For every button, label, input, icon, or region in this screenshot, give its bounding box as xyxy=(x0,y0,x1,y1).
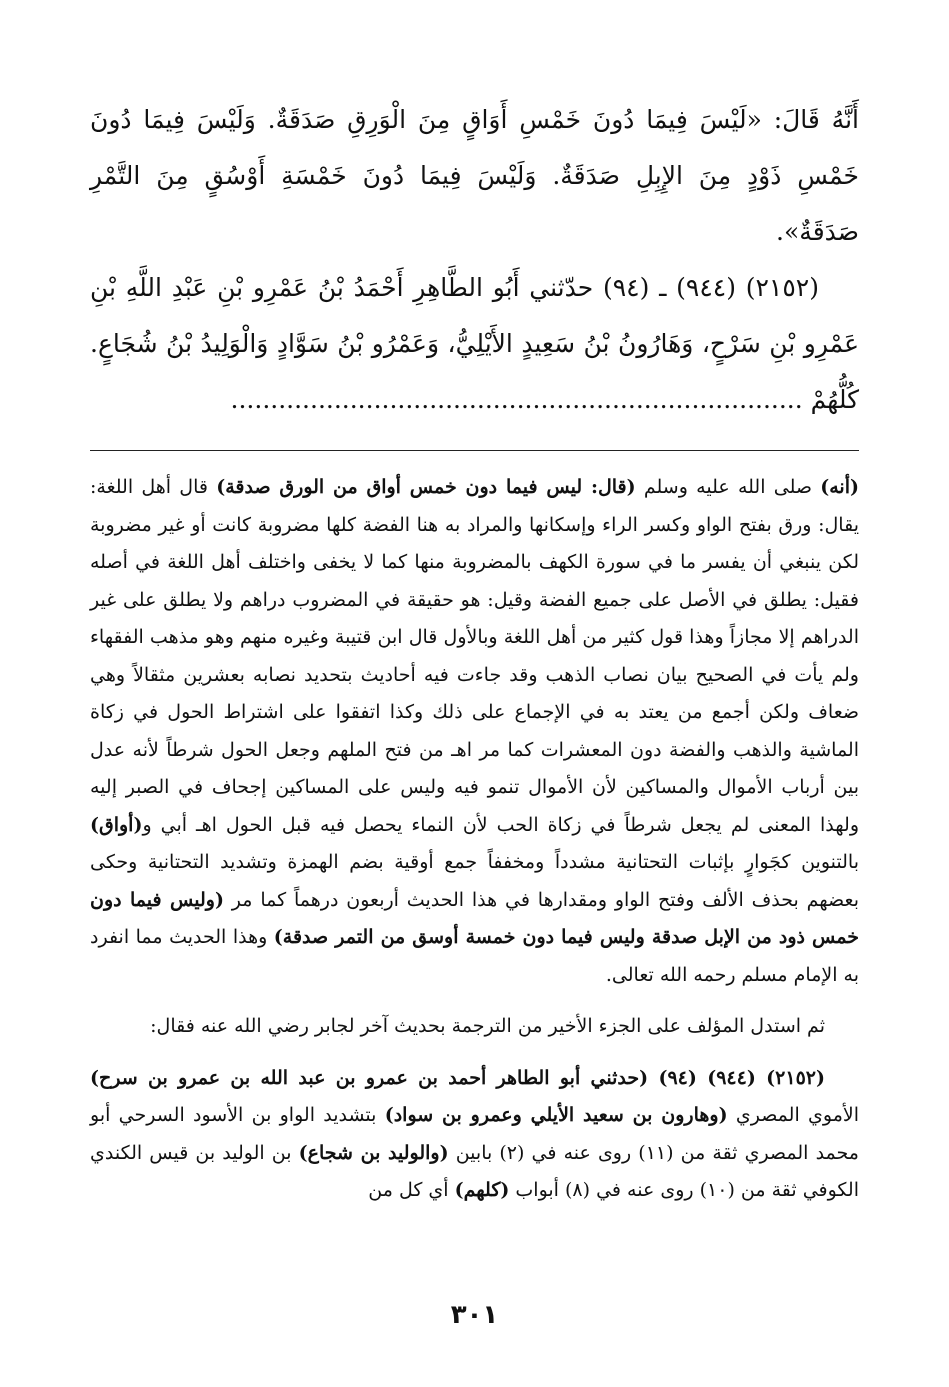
footnote-divider xyxy=(90,450,859,451)
page-number: ٣٠١ xyxy=(450,1300,499,1330)
hadith-paragraph-1: أَنَّهُ قَالَ: «لَيْسَ فِيمَا دُونَ خَمْسِ أَوَاقٍ مِنَ الْوَرِقِ صَدَقَةٌ. وَلَيْسَ فِيمَا دُونَ خَمْسِ ذَوْدٍ مِنَ الإِبِلِ صَدَقَةٌ. وَلَيْسَ فِيمَا دُونَ خَمْسَةِ أَوْسُقٍ مِنَ التَّمْرِ صَدَقَةٌ». xyxy=(90,105,859,246)
commentary-block xyxy=(90,469,859,1210)
commentary-bold-quote: (كلهم) xyxy=(454,1179,510,1201)
commentary-text: وهذا الحديث مما انفرد به الإمام مسلم رحمه الله تعالى. xyxy=(90,926,859,986)
commentary-bold-quote: (أواق) xyxy=(90,813,143,836)
commentary-text: بتشديد الواو بن الأسود السرحي أبو محمد المصري ثقة من (١١) روى عنه في (٢) بابين xyxy=(90,1104,859,1164)
commentary-text: بالتنوين كجَوارٍ بإثبات التحتانية مشدداً ومخففاً جمع أوقية بضم الهمزة وتشديد التحتانية وحكى بعضهم بحذف الألف وفتح الواو ومقدارها في هذا الحديث أربعون درهماً كما مر xyxy=(90,851,859,911)
commentary-text: قال أهل اللغة: يقال: ورق بفتح الواو وكسر الراء وإسكانها والمراد به هنا الفضة كلها مضروبة كانت أو غير مضروبة لكن ينبغي أن يفسر ما في سورة الكهف بالمضروبة منها كما لا يخفى واختلف أهل اللغة في أصله فقيل: يطلق في الأصل على جميع الفضة وقيل: هو حقيقة في المضروب دراهم ولا يطلق على غير الدراهم إلا مجازاً وهذا قول كثير من أهل اللغة وبالأول قال ابن قتيبة وغيره منهم وهو مذهب الفقهاء ولم يأت في الصحيح بيان نصاب الذهب وقد جاءت فيه أحاديث بتحديد نصابه بعشرين مثقالاً وهي ضعاف ولكن أجمع من يعتد به في الإجماع على ذلك وكذا اتفقوا على اشتراط الحول في زكاة الماشية والذهب والفضة دون المعشرات كما مر اهـ من فتح الملهم وجعل الحول شرطاً لأنه عدل بين أرباب الأموال والمساكين لأن الأموال تنمو فيه وليس على المساكين إجحاف في الصبر إليه ولهذا المعنى لم يجعل شرطاً في زكاة الحب لأن النماء يحصل فيه قبل الحول اهـ أبي و xyxy=(90,476,859,836)
commentary-paragraph-1 xyxy=(90,469,859,994)
hadith-text-block xyxy=(90,92,859,428)
hadith-isnad: (٢١٥٢) (٩٤٤) ـ (٩٤) حدّثني أَبُو الطَّاهِرِ أَحْمَدُ بْنُ عَمْرِو بْنِ عَبْدِ اللَّهِ بْنِ عَمْرِو بْنِ سَرْحٍ، وَهَارُونُ بْنُ سَعِيدٍ الأَيْلِيُّ، وَعَمْرُو بْنُ سَوَّادٍ وَالْوَلِيدُ بْنُ شُجَاعٍ. كُلُّهُمْ xyxy=(90,273,859,414)
commentary-bold-quote: (أنه) xyxy=(820,476,859,498)
commentary-bold-quote: (٢١٥٢) (٩٤٤) (٩٤) (حدثني أبو الطاهر أحمد بن عمرو بن عبد الله بن عمرو بن سرح) xyxy=(90,1066,825,1089)
commentary-bold-quote: (قال: ليس فيما دون خمس أواق من الورق صدقة) xyxy=(216,476,636,498)
hadith-paragraph-2 xyxy=(90,260,859,428)
hadith-ellipsis: ........................................................................ xyxy=(230,385,803,414)
commentary-bold-quote: (وليس فيما دون خمس ذود من الإبل صدقة وليس فيما دون خمسة أوسق من التمر صدقة) xyxy=(90,888,859,948)
commentary-text: بن الوليد بن قيس الكندي الكوفي ثقة من (١٠) روى عنه في (٨) أبواب xyxy=(90,1141,859,1201)
commentary-text: الأموي المصري xyxy=(727,1104,859,1126)
commentary-bold-quote: (والوليد بن شجاع) xyxy=(298,1141,449,1164)
commentary-text: صلى الله عليه وسلم xyxy=(635,476,821,498)
commentary-paragraph-2: ثم استدل المؤلف على الجزء الأخير من الترجمة بحديث آخر لجابر رضي الله عنه فقال: xyxy=(150,1015,825,1037)
commentary-text: أي كل من xyxy=(368,1179,455,1201)
commentary-paragraph-3 xyxy=(90,1060,859,1210)
commentary-bold-quote: (وهارون بن سعيد الأيلي وعمرو بن سواد) xyxy=(384,1104,728,1126)
